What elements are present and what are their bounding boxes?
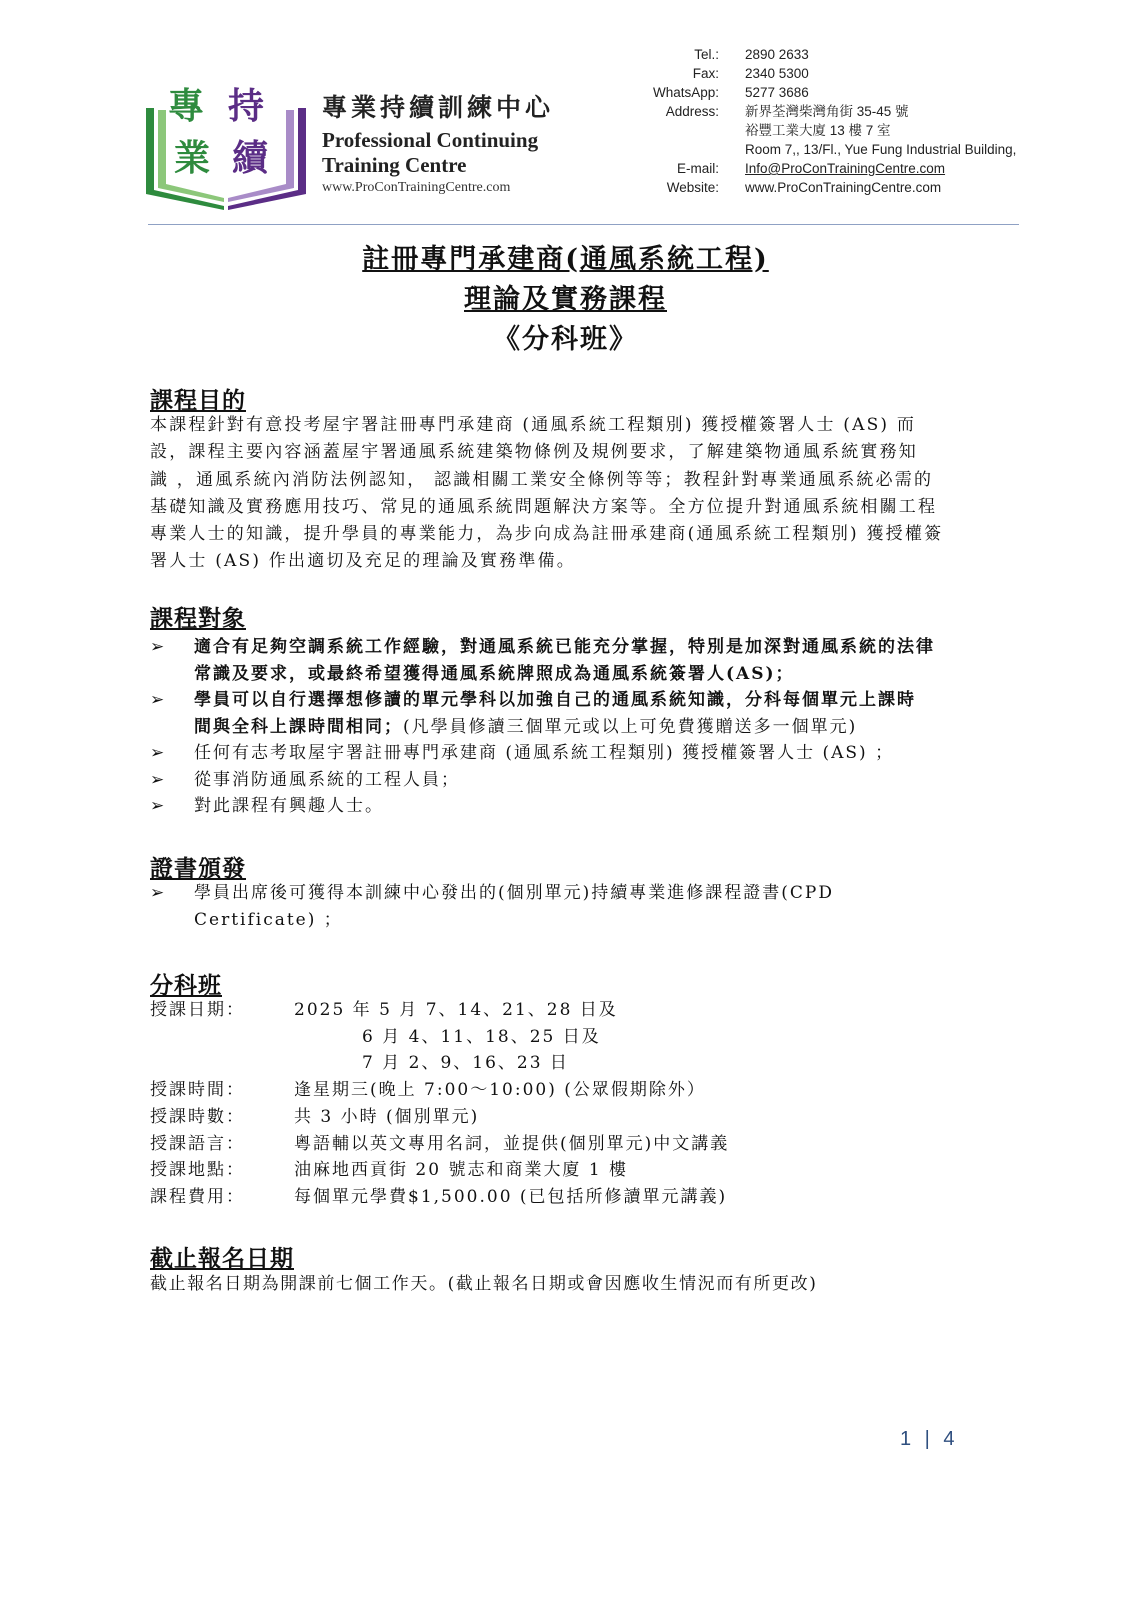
audience-item: ➢ 學員可以自行選擇想修讀的單元學科以加強自己的通風系統知識，分科每個單元上課時 間與全科上課時間相同；(凡學員修讀三個單元或以上可免費獲贈送多一個單元)	[150, 687, 1003, 740]
objective-line: 基礎知識及實務應用技巧、常見的通風系統問題解決方案等。全方位提升對通風系統相關工程	[150, 496, 938, 517]
logo-char-4: 續	[231, 137, 269, 179]
audience-heading: 課程對象	[150, 605, 246, 632]
audience-item: ➢ 適合有足夠空調系統工作經驗，對通風系統已能充分掌握，特別是加深對通風系統的法律 常識及要求，或最終希望獲得通風系統牌照成為通風系統簽署人(AS)；	[150, 634, 1003, 687]
class-info-table	[150, 997, 729, 1211]
website-row	[628, 178, 1008, 197]
date-row	[150, 997, 729, 1024]
deadline-text: 截止報名日期為開課前七個工作天。(截止報名日期或會因應收生情況而有所更改)	[150, 1274, 818, 1294]
title-line-1: 註冊專門承建商(通風系統工程)	[362, 244, 769, 275]
hours-value: 共 3 小時 (個別單元)	[294, 1106, 480, 1127]
organization-name	[322, 88, 554, 196]
email-row	[628, 159, 1008, 178]
course-title	[0, 240, 1131, 360]
venue-label: 授課地點：	[150, 1160, 245, 1181]
address-label: Address:	[665, 104, 719, 119]
address-line-3: Room 7,, 13/Fl., Yue Fung Industrial Building,	[745, 142, 1017, 157]
audience-item: ➢ 從事消防通風系統的工程人員；	[150, 767, 1003, 794]
objective-line: 專業人士的知識，提升學員的專業能力，為步向成為註冊承建商(通風系統工程類別) 獲授權簽	[150, 524, 944, 545]
header-divider	[148, 224, 1019, 225]
certificate-item: ➢ 學員出席後可獲得本訓練中心發出的(個別單元)持續專業進修課程證書(CPD Certificate) ；	[150, 880, 1003, 933]
date-value-3: 7 月 2、9、16、23 日	[362, 1053, 569, 1074]
contact-block	[628, 45, 1017, 197]
venue-value: 油麻地西貢街 20 號志和商業大廈 1 樓	[294, 1160, 629, 1181]
website-label: Website:	[666, 180, 719, 195]
hours-label: 授課時數：	[150, 1106, 245, 1127]
audience-list	[150, 634, 1003, 820]
venue-row	[150, 1157, 729, 1184]
certificate-list	[150, 880, 1003, 933]
address-row-3	[628, 140, 1017, 159]
fax-value: 2340 5300	[745, 66, 809, 81]
address-row-2	[628, 121, 1008, 140]
tel-row	[628, 45, 1008, 64]
org-name-cn: 專業持續訓練中心	[322, 93, 555, 122]
fax-label: Fax:	[692, 66, 719, 81]
arrow-bullet-icon: ➢	[150, 637, 167, 657]
audience-item: ➢ 對此課程有興趣人士。	[150, 793, 1003, 820]
website-value[interactable]: www.ProConTrainingCentre.com	[745, 180, 942, 195]
logo-char-2: 持	[227, 85, 265, 127]
objective-line: 本課程針對有意投考屋宇署註冊專門承建商 (通風系統工程類別) 獲授權簽署人士 (AS) 而	[150, 415, 917, 435]
address-line-1: 新界荃灣柴灣角街 35-45 號	[745, 104, 909, 119]
title-line-2: 理論及實務課程	[464, 284, 667, 315]
objective-line: 識 ，通風系統內消防法例認知， 認識相關工業安全條例等等；教程針對專業通風系統必需的	[150, 469, 934, 490]
fax-row	[628, 64, 1008, 83]
centre-logo	[146, 78, 306, 210]
org-name-en-1: Professional Continuing	[322, 128, 539, 152]
address-row	[628, 102, 1008, 121]
hours-row	[150, 1104, 729, 1131]
fee-value: 每個單元學費$1,500.00 (已包括所修讀單元講義)	[294, 1186, 728, 1207]
fee-label: 課程費用：	[150, 1186, 245, 1207]
page-number: 1 | 4	[900, 1428, 959, 1450]
arrow-bullet-icon: ➢	[150, 743, 167, 763]
arrow-bullet-icon: ➢	[150, 883, 167, 903]
org-website[interactable]: www.ProConTrainingCentre.com	[322, 180, 511, 195]
deadline-heading: 截止報名日期	[150, 1245, 294, 1272]
date-label: 授課日期：	[150, 1000, 245, 1020]
time-label: 授課時間：	[150, 1080, 245, 1101]
logo-char-1: 專	[167, 85, 205, 127]
objective-line: 署人士 (AS) 作出適切及充足的理論及實務準備。	[150, 551, 576, 572]
date-value-2: 6 月 4、11、18、25 日及	[362, 1026, 601, 1047]
date-value-1: 2025 年 5 月 7、14、21、28 日及	[294, 1000, 618, 1020]
language-value: 粵語輔以英文專用名詞，並提供(個別單元)中文講義	[294, 1133, 730, 1154]
objective-paragraph	[150, 412, 1003, 576]
objective-line: 設，課程主要內容涵蓋屋宇署通風系統建築物條例及規例要求，了解建築物通風系統實務知	[150, 442, 918, 463]
email-label: E-mail:	[676, 161, 719, 176]
whatsapp-label: WhatsApp:	[652, 85, 719, 100]
audience-item: ➢ 任何有志考取屋宇署註冊專門承建商 (通風系統工程類別) 獲授權簽署人士 (AS) ；	[150, 740, 1003, 767]
language-row	[150, 1131, 729, 1158]
whatsapp-value: 5277 3686	[745, 85, 809, 100]
language-label: 授課語言：	[150, 1133, 245, 1154]
arrow-bullet-icon: ➢	[150, 796, 167, 816]
time-row	[150, 1077, 729, 1104]
address-line-2: 裕豐工業大廈 13 樓 7 室	[745, 123, 891, 138]
org-name-en-2: Training Centre	[322, 153, 467, 177]
fee-row	[150, 1184, 729, 1211]
tel-label: Tel.:	[694, 47, 719, 62]
tel-value: 2890 2633	[745, 47, 809, 62]
certificate-heading: 證書頒發	[150, 855, 246, 882]
email-link[interactable]: Info@ProConTrainingCentre.com	[745, 161, 946, 176]
objective-heading: 課程目的	[150, 387, 246, 414]
whatsapp-row	[628, 83, 1008, 102]
arrow-bullet-icon: ➢	[150, 769, 167, 790]
title-line-3: 《分科班》	[493, 324, 638, 355]
class-heading: 分科班	[150, 972, 222, 999]
time-value: 逢星期三(晚上 7:00～10:00) (公眾假期除外）	[294, 1080, 706, 1101]
arrow-bullet-icon: ➢	[150, 690, 167, 710]
logo-char-3: 業	[173, 137, 211, 179]
